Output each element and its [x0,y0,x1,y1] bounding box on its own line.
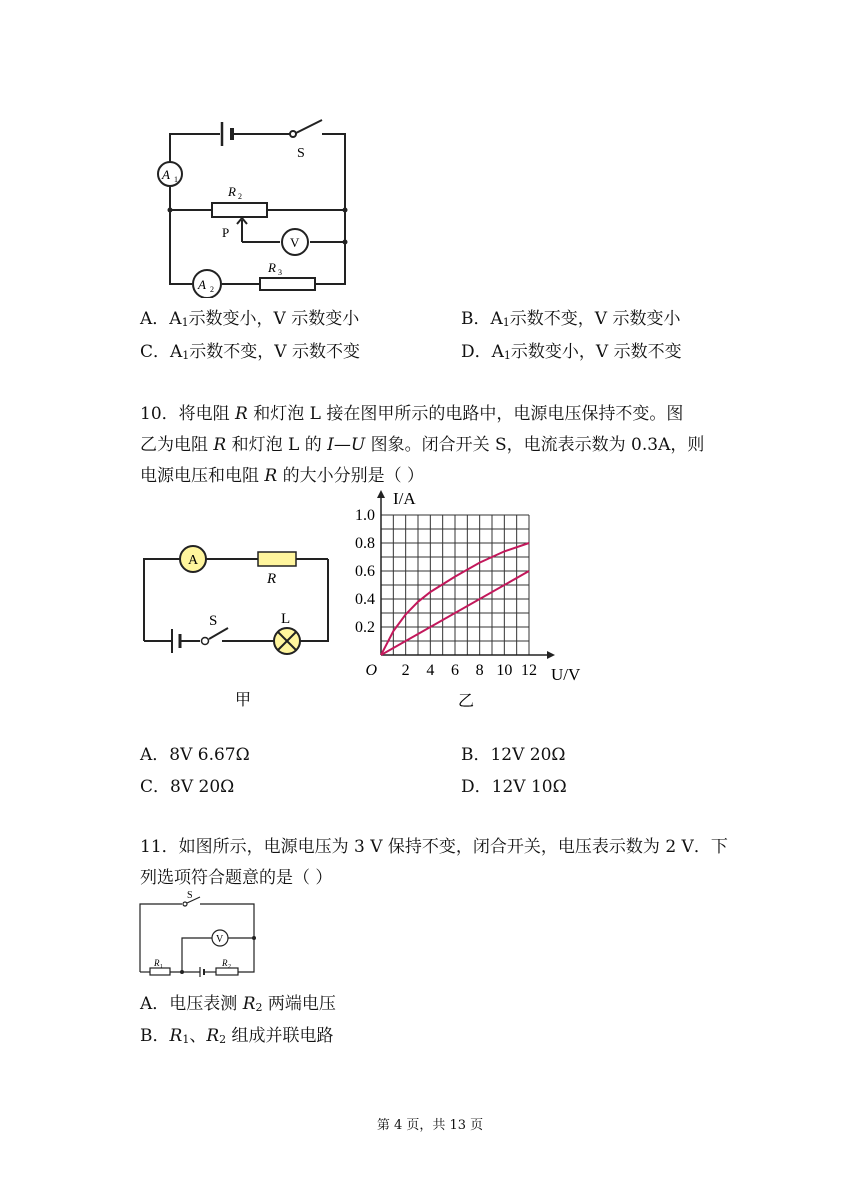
r2-label: R [228,184,236,199]
r1-label: R [154,958,160,968]
chart-grid [381,515,529,655]
q10-stem-line1: 10．将电阻 R 和灯泡 L 接在图甲所示的电路中，电源电压保持不变。图 [140,404,684,424]
q11-circuit-figure [134,888,262,980]
x-tick-label: 4 [426,662,435,679]
y-tick-label: 0.6 [355,563,375,580]
q9-option-c[interactable]: C．A1示数不变，V 示数不变 [140,342,360,362]
y-axis-arrow [377,490,385,498]
switch-s-label: S [297,146,305,161]
r1-label-sub: 1 [160,964,163,970]
y-tick-label: 0.4 [355,591,375,608]
x-tick-label: 8 [475,662,484,679]
x-tick-label: 2 [401,662,410,679]
x-axis-label: U/V [551,665,581,684]
q10-stem-line2: 乙为电阻 R 和灯泡 L 的 I—U 图象。闭合开关 S，电流表示数为 0.3A，则 [140,435,705,455]
q11-option-a[interactable]: A．电压表测 R2 两端电压 [140,994,336,1014]
q10-stem-line3: 电源电压和电阻 R 的大小分别是（ ） [140,466,425,486]
r2-label-sub: 2 [238,192,242,201]
r2-label: R [222,958,228,968]
x-tick-label: 6 [451,662,459,679]
slider-p-label: P [222,225,230,240]
resistor-icon [258,552,296,566]
x-tick-label: 10 [496,662,513,679]
r3-label: R [268,260,276,275]
q10-option-a[interactable]: A．8V 6.67Ω [140,745,250,765]
lamp-label: L [281,611,291,627]
origin-label: O [365,662,377,679]
q11-stem-line2: 列选项符合题意的是（ ） [140,868,333,888]
q10-option-c[interactable]: C．8V 20Ω [140,777,235,797]
y-tick-label: 0.8 [355,535,375,552]
q9-option-a[interactable]: A．A1示数变小，V 示数变小 [140,309,360,329]
q10-iu-graph [352,490,592,715]
a1-label-sub: 1 [174,175,178,184]
switch-label: S [209,613,218,629]
q9-circuit-figure [150,112,360,298]
y-axis-label: I/A [393,490,416,508]
q9-option-b[interactable]: B．A1示数不变，V 示数变小 [461,309,681,329]
q9-option-d[interactable]: D．A1示数变小，V 示数不变 [461,342,682,362]
switch-label: S [187,890,193,901]
page-footer: 第 4 页，共 13 页 [376,1118,484,1133]
x-axis-arrow [547,651,555,659]
circuit-caption: 甲 [235,692,252,709]
a2-label-sub: 2 [210,285,214,294]
ammeter-label: A [188,553,199,568]
voltmeter-label: V [290,235,300,250]
y-tick-label: 1.0 [355,507,375,524]
a2-label: A [198,277,206,292]
q10-circuit-jia [136,535,336,715]
graph-caption: 乙 [458,693,475,710]
voltmeter-label: V [216,934,224,945]
y-tick-label: 0.2 [355,619,375,636]
r2-label-sub: 2 [228,964,231,970]
r3-label-sub: 3 [278,268,282,277]
x-tick-label: 12 [521,662,537,679]
q11-option-b[interactable]: B．R1、R2 组成并联电路 [140,1026,334,1046]
q11-stem-line1: 11．如图所示，电源电压为 3 V 保持不变，闭合开关，电压表示数为 2 V．下 [140,837,728,857]
q10-option-d[interactable]: D．12V 10Ω [461,777,567,797]
resistor-label: R [267,571,277,587]
a1-label: A [162,167,170,182]
q10-option-b[interactable]: B．12V 20Ω [461,745,566,765]
